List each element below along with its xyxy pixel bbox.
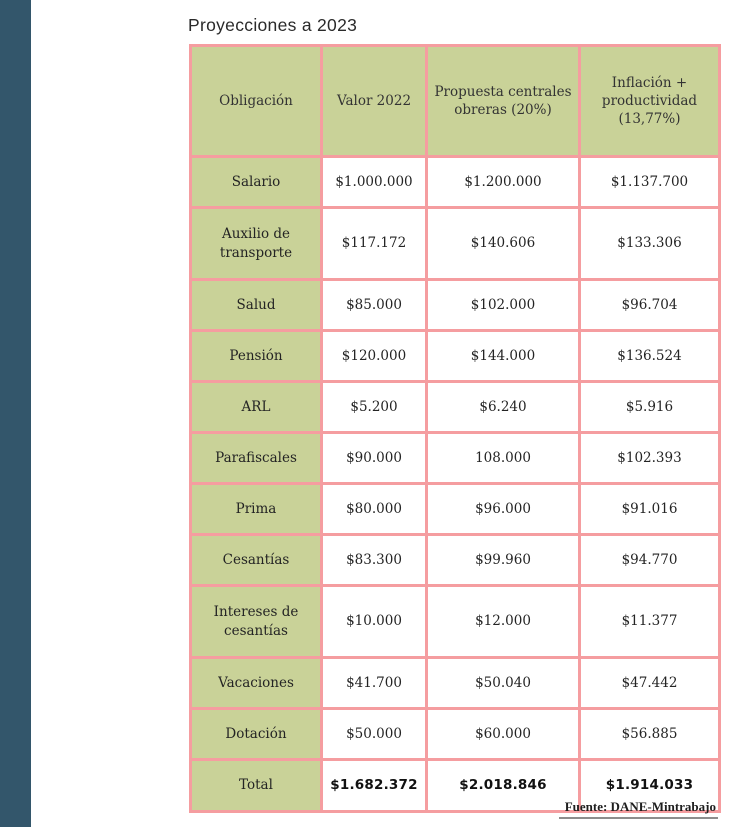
row-label: Cesantías xyxy=(191,535,322,586)
total-value: $1.914.033 xyxy=(580,760,720,812)
cell-value: $60.000 xyxy=(427,709,580,760)
cell-value: $102.393 xyxy=(580,433,720,484)
cell-value: $120.000 xyxy=(322,331,427,382)
projections-table-container xyxy=(189,44,718,813)
cell-value: $11.377 xyxy=(580,586,720,658)
cell-value: $1.137.700 xyxy=(580,157,720,208)
total-value: $2.018.846 xyxy=(427,760,580,812)
cell-value: $144.000 xyxy=(427,331,580,382)
projections-table xyxy=(189,44,721,813)
column-header-valor-2022: Valor 2022 xyxy=(322,46,427,157)
cell-value: $102.000 xyxy=(427,280,580,331)
source-note: Fuente: DANE-Mintrabajo xyxy=(559,799,718,819)
header-row xyxy=(191,46,720,157)
cell-value: $133.306 xyxy=(580,208,720,280)
cell-value: $83.300 xyxy=(322,535,427,586)
decorative-left-bar xyxy=(0,0,31,827)
cell-value: $96.000 xyxy=(427,484,580,535)
row-label: Intereses de cesantías xyxy=(191,586,322,658)
row-label: Dotación xyxy=(191,709,322,760)
cell-value: $99.960 xyxy=(427,535,580,586)
cell-value: 108.000 xyxy=(427,433,580,484)
table-row-cesantias xyxy=(191,535,720,586)
column-header-inflacion-productividad: Inflación + productividad (13,77%) xyxy=(580,46,720,157)
cell-value: $5.200 xyxy=(322,382,427,433)
cell-value: $140.606 xyxy=(427,208,580,280)
cell-value: $56.885 xyxy=(580,709,720,760)
cell-value: $117.172 xyxy=(322,208,427,280)
row-label: Prima xyxy=(191,484,322,535)
table-row-salud xyxy=(191,280,720,331)
table-row-vacaciones xyxy=(191,658,720,709)
cell-value: $12.000 xyxy=(427,586,580,658)
table-row-dotacion xyxy=(191,709,720,760)
cell-value: $5.916 xyxy=(580,382,720,433)
table-row-salario xyxy=(191,157,720,208)
row-label: Pensión xyxy=(191,331,322,382)
cell-value: $136.524 xyxy=(580,331,720,382)
cell-value: $94.770 xyxy=(580,535,720,586)
row-label: Vacaciones xyxy=(191,658,322,709)
cell-value: $80.000 xyxy=(322,484,427,535)
cell-value: $1.000.000 xyxy=(322,157,427,208)
table-row-intereses-cesantias xyxy=(191,586,720,658)
table-row-parafiscales xyxy=(191,433,720,484)
table-row-prima xyxy=(191,484,720,535)
table-row-auxilio-transporte xyxy=(191,208,720,280)
cell-value: $6.240 xyxy=(427,382,580,433)
cell-value: $41.700 xyxy=(322,658,427,709)
cell-value: $47.442 xyxy=(580,658,720,709)
column-header-propuesta-centrales: Propuesta centrales obreras (20%) xyxy=(427,46,580,157)
row-label: Auxilio de transporte xyxy=(191,208,322,280)
column-header-obligacion: Obligación xyxy=(191,46,322,157)
table-row-arl xyxy=(191,382,720,433)
cell-value: $50.000 xyxy=(322,709,427,760)
row-label: ARL xyxy=(191,382,322,433)
cell-value: $50.040 xyxy=(427,658,580,709)
row-label: Salario xyxy=(191,157,322,208)
page-title: Proyecciones a 2023 xyxy=(188,15,358,35)
row-label-total: Total xyxy=(191,760,322,812)
table-row-pension xyxy=(191,331,720,382)
cell-value: $91.016 xyxy=(580,484,720,535)
total-value: $1.682.372 xyxy=(322,760,427,812)
cell-value: $1.200.000 xyxy=(427,157,580,208)
cell-value: $10.000 xyxy=(322,586,427,658)
row-label: Salud xyxy=(191,280,322,331)
cell-value: $85.000 xyxy=(322,280,427,331)
row-label: Parafiscales xyxy=(191,433,322,484)
cell-value: $96.704 xyxy=(580,280,720,331)
cell-value: $90.000 xyxy=(322,433,427,484)
